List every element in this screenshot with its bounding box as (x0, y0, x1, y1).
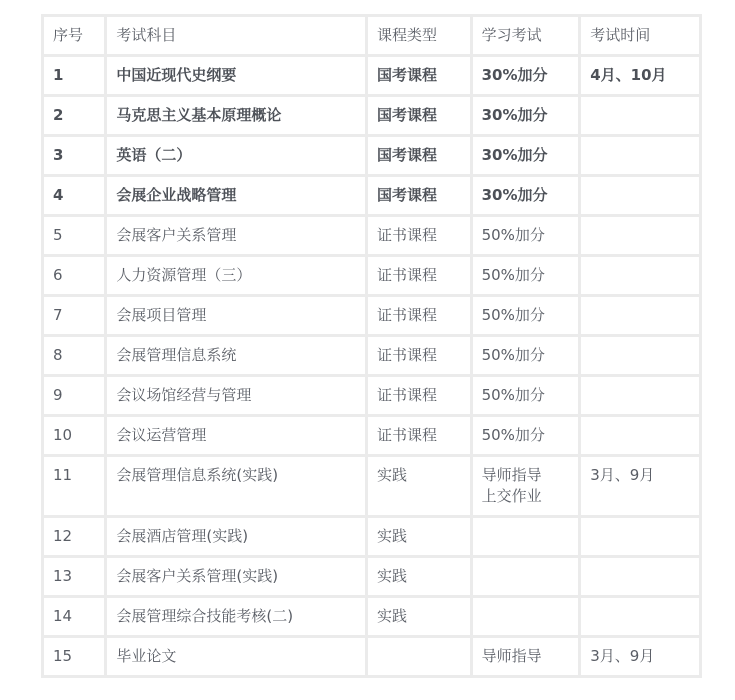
cell-exam-time (581, 97, 702, 137)
cell-study-exam (473, 137, 582, 177)
cell-no: 1 (44, 57, 107, 97)
table-row (44, 97, 702, 137)
cell-study-exam (473, 638, 582, 678)
cell-exam-time (581, 518, 702, 558)
cell-subject: 会展酒店管理(实践) (107, 518, 368, 558)
study-exam-line: 50%加分 (481, 226, 545, 244)
study-exam-line: 30%加分 (481, 106, 548, 124)
table-header-row (44, 17, 702, 57)
cell-subject: 会展客户关系管理(实践) (107, 558, 368, 598)
cell-course-type: 国考课程 (368, 97, 473, 137)
cell-study-exam (473, 417, 582, 457)
table-row (44, 457, 702, 518)
cell-subject: 毕业论文 (107, 638, 368, 678)
study-exam-line: 30%加分 (481, 186, 548, 204)
cell-exam-time (581, 297, 702, 337)
cell-no: 11 (44, 457, 107, 518)
cell-course-type: 证书课程 (368, 217, 473, 257)
table-row (44, 177, 702, 217)
exam-schedule-container (41, 14, 702, 678)
cell-exam-time (581, 137, 702, 177)
study-exam-line: 50%加分 (481, 346, 545, 364)
cell-no: 15 (44, 638, 107, 678)
cell-subject: 会展客户关系管理 (107, 217, 368, 257)
cell-exam-time: 4月、10月 (581, 57, 702, 97)
cell-course-type: 证书课程 (368, 297, 473, 337)
study-exam-line: 导师指导 (481, 466, 542, 484)
cell-study-exam (473, 337, 582, 377)
table-row (44, 377, 702, 417)
cell-course-type: 国考课程 (368, 57, 473, 97)
cell-no: 12 (44, 518, 107, 558)
cell-exam-time: 3月、9月 (581, 638, 702, 678)
cell-course-type: 国考课程 (368, 177, 473, 217)
study-exam-line: 50%加分 (481, 386, 545, 404)
study-exam-line: 30%加分 (481, 66, 548, 84)
cell-no: 9 (44, 377, 107, 417)
cell-study-exam (473, 518, 582, 558)
cell-course-type: 证书课程 (368, 337, 473, 377)
table-row (44, 297, 702, 337)
study-exam-line: 50%加分 (481, 306, 545, 324)
cell-course-type: 实践 (368, 518, 473, 558)
header-study-exam: 学习考试 (473, 17, 582, 57)
cell-subject: 中国近现代史纲要 (107, 57, 368, 97)
cell-study-exam (473, 457, 582, 518)
cell-no: 13 (44, 558, 107, 598)
study-exam-line: 50%加分 (481, 266, 545, 284)
cell-study-exam (473, 217, 582, 257)
cell-subject: 会展管理信息系统 (107, 337, 368, 377)
cell-course-type: 实践 (368, 598, 473, 638)
cell-subject: 会展管理信息系统(实践) (107, 457, 368, 518)
cell-subject: 会议场馆经营与管理 (107, 377, 368, 417)
cell-study-exam (473, 177, 582, 217)
table-row (44, 337, 702, 377)
cell-subject: 会展管理综合技能考核(二) (107, 598, 368, 638)
cell-subject: 英语（二） (107, 137, 368, 177)
table-row (44, 137, 702, 177)
cell-no: 5 (44, 217, 107, 257)
table-row (44, 57, 702, 97)
cell-subject: 马克思主义基本原理概论 (107, 97, 368, 137)
table-row (44, 417, 702, 457)
cell-no: 10 (44, 417, 107, 457)
table-row (44, 257, 702, 297)
cell-no: 6 (44, 257, 107, 297)
study-exam-line: 上交作业 (481, 487, 542, 505)
cell-no: 4 (44, 177, 107, 217)
cell-no: 8 (44, 337, 107, 377)
cell-study-exam (473, 297, 582, 337)
header-exam-time: 考试时间 (581, 17, 702, 57)
cell-study-exam (473, 257, 582, 297)
study-exam-line: 30%加分 (481, 146, 548, 164)
study-exam-line: 50%加分 (481, 426, 545, 444)
cell-exam-time (581, 417, 702, 457)
cell-subject: 会议运营管理 (107, 417, 368, 457)
table-row (44, 598, 702, 638)
table-row (44, 217, 702, 257)
cell-course-type (368, 638, 473, 678)
cell-study-exam (473, 97, 582, 137)
cell-exam-time (581, 177, 702, 217)
cell-exam-time: 3月、9月 (581, 457, 702, 518)
cell-course-type: 实践 (368, 457, 473, 518)
cell-exam-time (581, 337, 702, 377)
cell-study-exam (473, 598, 582, 638)
cell-course-type: 证书课程 (368, 257, 473, 297)
cell-study-exam (473, 57, 582, 97)
cell-course-type: 实践 (368, 558, 473, 598)
cell-study-exam (473, 558, 582, 598)
cell-subject: 会展企业战略管理 (107, 177, 368, 217)
cell-subject: 会展项目管理 (107, 297, 368, 337)
cell-exam-time (581, 598, 702, 638)
table-row (44, 638, 702, 678)
header-subject: 考试科目 (107, 17, 368, 57)
cell-exam-time (581, 558, 702, 598)
table-body (44, 57, 702, 678)
cell-course-type: 国考课程 (368, 137, 473, 177)
cell-exam-time (581, 377, 702, 417)
cell-no: 7 (44, 297, 107, 337)
cell-course-type: 证书课程 (368, 417, 473, 457)
table-row (44, 518, 702, 558)
cell-no: 2 (44, 97, 107, 137)
cell-no: 14 (44, 598, 107, 638)
header-course-type: 课程类型 (368, 17, 473, 57)
cell-exam-time (581, 257, 702, 297)
exam-schedule-table (41, 14, 702, 678)
cell-no: 3 (44, 137, 107, 177)
cell-study-exam (473, 377, 582, 417)
cell-course-type: 证书课程 (368, 377, 473, 417)
table-row (44, 558, 702, 598)
study-exam-line: 导师指导 (481, 647, 542, 665)
cell-subject: 人力资源管理（三） (107, 257, 368, 297)
header-no: 序号 (44, 17, 107, 57)
cell-exam-time (581, 217, 702, 257)
